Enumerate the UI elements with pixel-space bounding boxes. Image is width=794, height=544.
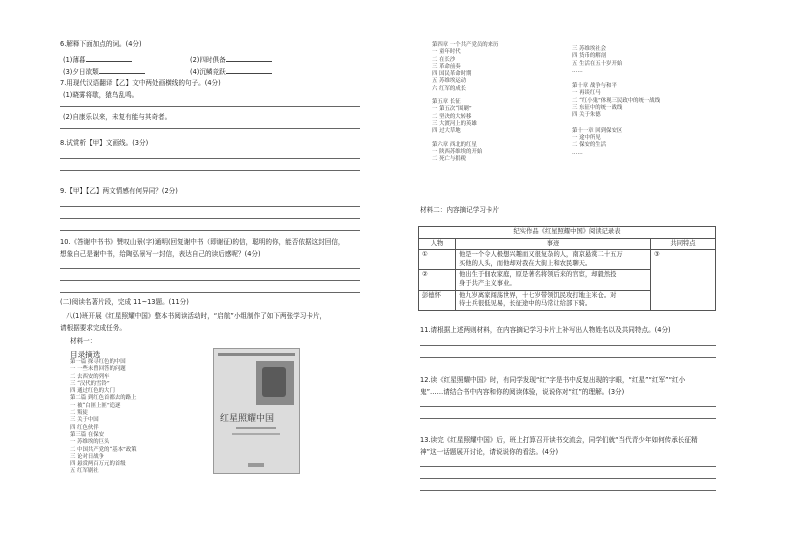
toc-item: 第四章 一个共产党员的来历	[432, 42, 499, 48]
toc-item: 五 红军剧社	[70, 468, 99, 475]
toc-item: 第一篇 探寻红色的中国	[70, 359, 126, 365]
toc-item: 二 坚决的大转移	[432, 113, 472, 120]
toc-item: 第二篇 到红色首都去的路上	[70, 395, 137, 402]
answer-line	[60, 206, 360, 207]
section2-title: (二)阅读名著片段，完成 11~13题。(11分)	[60, 298, 189, 306]
q6-item-3: (3)夕日欲颓	[63, 67, 145, 76]
toc-item: 二 中国共产党的“基本”政策	[70, 446, 137, 453]
table-cell-common: ③	[651, 250, 716, 311]
answer-line	[60, 106, 360, 107]
q10-line-2: 想象自己是谢中书，给陶弘景写一封信，表达自己的读后感呢？(4分)	[60, 250, 261, 258]
q7-title: 7.用现代汉语翻译【乙】文中两处画横线的句子。(4分)	[60, 79, 221, 87]
q9-title: 9.【甲】【乙】两文情感有何异同？(2分)	[60, 187, 178, 195]
cover-title: 红星照耀中国	[220, 414, 275, 424]
q12-line-2: 鬼”……请结合书中内容和你的阅读体验，说说你对“红”的理解。(3分)	[420, 388, 625, 396]
toc-item: 四 关于朱德	[572, 112, 601, 119]
table-cell-deed: 他出生于佃农家庭，原是著名将领后来的官宦，却毅然投 身于共产主义事业。	[456, 270, 651, 290]
toc-item: 四 过大草地	[432, 128, 461, 135]
q8-title: 8.试赏析【甲】文画线。(3分)	[60, 139, 149, 147]
toc-item: 四 红色伙伴	[70, 424, 99, 431]
toc-item: 一 陕西苏维埃的开始	[432, 148, 483, 155]
section2-intro-2: 请根据要求完成任务。	[60, 324, 126, 332]
answer-line	[420, 418, 716, 419]
toc-item: 四 悬赏两百万元的首级	[70, 461, 126, 468]
toc-item: 一 第五次“围剿”	[432, 106, 472, 113]
table-header: 人物	[419, 238, 456, 250]
material1-label: 材料一：	[70, 337, 97, 345]
toc-list	[70, 359, 137, 476]
answer-line	[60, 280, 360, 281]
toc-item: 四 货币的解剖	[572, 53, 607, 60]
answer-line	[420, 357, 716, 358]
toc-item: 三 “汉代的雪铃”	[70, 380, 110, 387]
answer-line	[420, 345, 716, 346]
toc-item: 三 论对日战争	[70, 453, 105, 460]
q6-item-1: (1)薄暮	[63, 55, 132, 64]
toc-item: 四 国民革命时期	[432, 71, 472, 78]
toc-item: 第六章 西北的红星	[432, 141, 477, 148]
toc-item: 第三篇 在保安	[70, 431, 105, 438]
answer-line	[60, 218, 360, 219]
table-cell-person: ②	[419, 270, 456, 290]
q11-title: 11.请根据上述两则材料，在内容摘记学习卡片上补写出人物姓名以及共同特点。(4分)	[420, 326, 671, 334]
reading-record-table	[418, 226, 716, 311]
toc-item: 二 在长沙	[432, 56, 456, 63]
toc-item: 一 被“白匪上匪”追逐	[70, 402, 121, 409]
toc-item: 第五章 长征	[432, 99, 461, 106]
toc-title: 目录摘选	[70, 350, 101, 359]
toc-item: 三 革命前奏	[432, 63, 461, 70]
toc-continued-col1	[432, 42, 498, 163]
q13-line-2: 神”这一话题展开讨论，请说说你的看法。(4分)	[420, 448, 559, 456]
answer-line	[60, 230, 360, 231]
answer-line	[60, 170, 360, 171]
toc-item: ……	[572, 149, 583, 156]
cover-photo	[256, 361, 294, 405]
toc-item: 四 通过红色的大门	[70, 388, 115, 395]
toc-item: 一 一些未曾回答的问题	[70, 366, 126, 373]
cover-top-band	[218, 353, 295, 356]
table-cell-person: 彭德怀	[419, 290, 456, 310]
toc-item: 一 途中所见	[572, 134, 601, 141]
section2-intro-1: 八(1)班开展《红星照耀中国》整本书阅读活动时，“启航”小组制作了如下两张学习卡片，	[66, 312, 327, 320]
table-row	[419, 250, 716, 270]
toc-item: 二 保安的生活	[572, 142, 607, 149]
answer-line	[420, 466, 716, 467]
table-cell-person: ①	[419, 250, 456, 270]
toc-item: 五 生活在五十岁开始	[572, 60, 623, 67]
toc-item: 第十一章 回到保安区	[572, 127, 623, 134]
table-caption: 纪实作品《红星照耀中国》阅读记录表	[419, 227, 716, 239]
toc-item: 一 苏维埃的巨头	[70, 439, 110, 446]
table-cell-deed: 他九岁离家闯荡世界，十七岁带领饥民攻打地主米仓。对 待士兵很低见易，长征途中的马常让给部下骑。	[456, 290, 651, 310]
table-header: 共同特点	[651, 238, 716, 250]
q12-line-1: 12.读《红星照耀中国》时，有同学发现“红”字是书中反复出现的字眼，“红星”“红军”“红小	[420, 376, 686, 384]
table-cell-deed: 他是一个令人极想兴趣而又很复杂的人，南京悬赏二十五万 买他的人头，而他却对我在大街上和农民聊天。	[456, 250, 651, 270]
toc-item: 第十章 战争与和平	[572, 83, 617, 90]
toc-item: 三 大渡河上的英雄	[432, 120, 477, 127]
toc-item: 六 红军的成长	[432, 85, 467, 92]
toc-item: 一 童年时代	[432, 49, 461, 56]
answer-line	[420, 490, 716, 491]
toc-item: 二 死亡与捐税	[432, 156, 467, 163]
material2-label: 材料二：内容摘记学习卡片	[420, 206, 500, 214]
toc-item: 一 再谈红马	[572, 90, 601, 97]
answer-line	[60, 292, 360, 293]
q6-item-2: (2)四时俱备	[190, 55, 272, 64]
table-header: 事迹	[456, 238, 651, 250]
q7-item-2: (2)自康乐以来，未复有能与其奇者。	[63, 113, 172, 121]
toc-item: 三 东征中的统一战线	[572, 105, 623, 112]
toc-item: 三 关于中国	[70, 417, 99, 424]
q6-item-4: (4)沉鳞竞跃	[190, 67, 272, 76]
answer-line	[420, 406, 716, 407]
toc-continued-col2	[572, 46, 660, 157]
q10-line-1: 10.《答谢中书书》赞叹山景(字)通明(回复谢中书（即谢征)的信，聪明的你，能否依据这封回信，	[60, 238, 345, 246]
toc-item: 三 苏维埃社会	[572, 46, 607, 52]
toc-item: 二 “红小鬼”体现三民政中的统一战线	[572, 97, 661, 104]
toc-item: ……	[572, 67, 583, 74]
q7-item-1: (1)晓雾将歇，猿鸟乱鸣。	[63, 91, 139, 99]
answer-line	[420, 478, 716, 479]
q13-line-1: 13.读完《红星照耀中国》后，班上打算召开读书交流会，同学们就“当代青少年如何传承长征精	[420, 436, 698, 444]
answer-line	[60, 158, 360, 159]
answer-line	[60, 128, 360, 129]
toc-item: 五 苏维埃运动	[432, 78, 467, 85]
q6-title: 6.解释下面加点的词。(4分)	[60, 40, 142, 48]
answer-line	[60, 268, 360, 269]
toc-item: 二 叛徒	[70, 410, 88, 417]
book-cover-image	[213, 348, 300, 474]
publisher-logo-icon	[248, 463, 264, 467]
toc-item: 二 去西安的列车	[70, 373, 110, 380]
